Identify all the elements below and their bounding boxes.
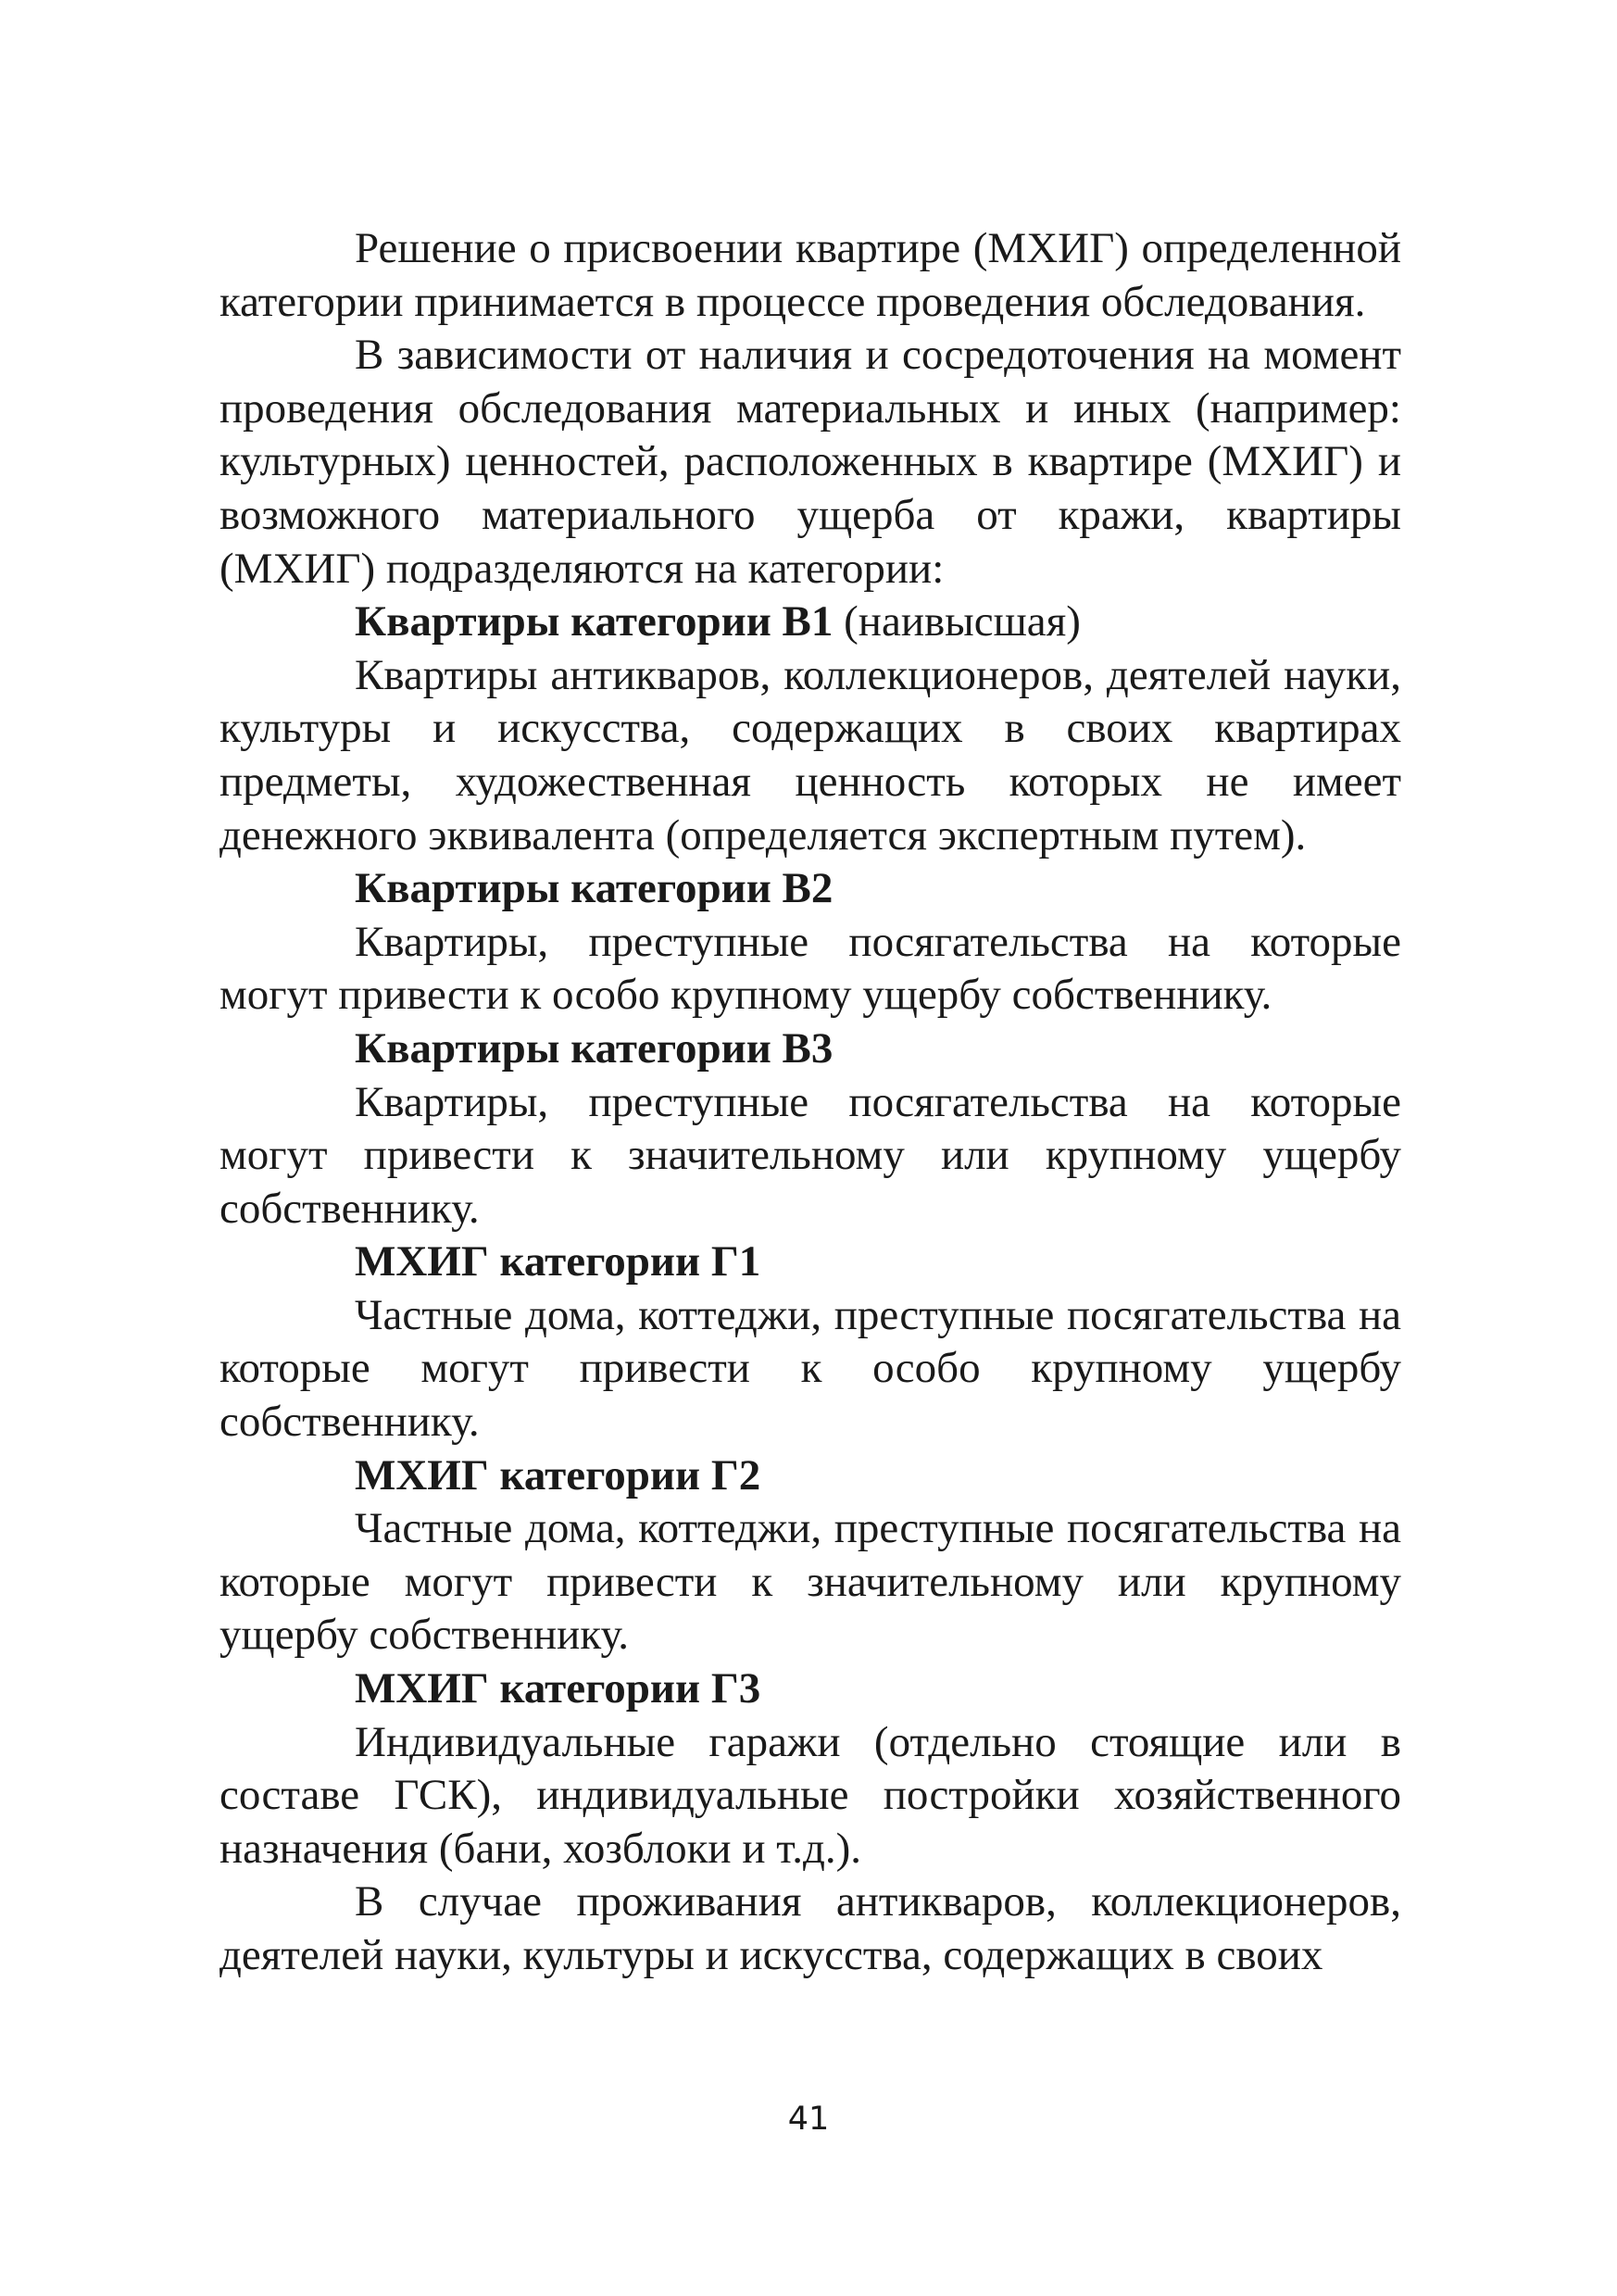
paragraph-continuation: В случае проживания антикваров, коллекционеров, деятелей науки, культуры и искусства, содержащих в своих xyxy=(219,1877,1401,1979)
heading-label: Квартиры категории В3 xyxy=(355,1023,834,1073)
heading-label: Квартиры категории В2 xyxy=(355,864,834,913)
heading-category-g2 xyxy=(219,1449,1401,1503)
paragraph-decision: Решение о присвоении квартире (МХИГ) определенной категории принимается в процессе проведения обследования. xyxy=(219,224,1401,326)
heading-label: МХИГ категории Г3 xyxy=(355,1664,761,1713)
body-text xyxy=(219,222,1401,1983)
paragraph-category-b2: Квартиры, преступные посягательства на которые могут привести к особо крупному ущербу собственнику. xyxy=(219,917,1401,1020)
heading-label: Квартиры категории В1 xyxy=(355,597,834,646)
paragraph-categories-intro: В зависимости от наличия и сосредоточения на момент проведения обследования материальных и иных (например: культурных) ценностей, расположенных в квартире (МХИГ) и возможного материального ущерба от кражи, квартиры (МХИГ) подразделяются на категории: xyxy=(219,331,1401,593)
paragraph-category-g2: Частные дома, коттеджи, преступные посягательства на которые могут привести к значительному или крупному ущербу собственнику. xyxy=(219,1504,1401,1660)
heading-category-b1 xyxy=(219,596,1401,649)
paragraph-category-g1: Частные дома, коттеджи, преступные посягательства на которые могут привести к особо крупному ущербу собственнику. xyxy=(219,1290,1401,1447)
heading-label: МХИГ категории Г1 xyxy=(355,1237,761,1286)
heading-category-b3 xyxy=(219,1023,1401,1076)
heading-category-b2 xyxy=(219,862,1401,916)
heading-category-g1 xyxy=(219,1236,1401,1289)
paragraph-category-b1: Квартиры антикваров, коллекционеров, деятелей науки, культуры и искусства, содержащих в своих квартирах предметы, художественная ценность которых не имеет денежного эквивалента (определяется экспертным путем). xyxy=(219,650,1401,859)
page-number: 41 xyxy=(787,2101,830,2138)
paragraph-category-b3: Квартиры, преступные посягательства на которые могут привести к значительному или крупному ущербу собственнику. xyxy=(219,1077,1401,1233)
paragraph-category-g3: Индивидуальные гаражи (отдельно стоящие или в составе ГСК), индивидуальные постройки хозяйственного назначения (бани, хозблоки и т.д.). xyxy=(219,1717,1401,1873)
heading-label: МХИГ категории Г2 xyxy=(355,1450,761,1499)
heading-note: (наивысшая) xyxy=(833,597,1081,646)
heading-category-g3 xyxy=(219,1662,1401,1716)
